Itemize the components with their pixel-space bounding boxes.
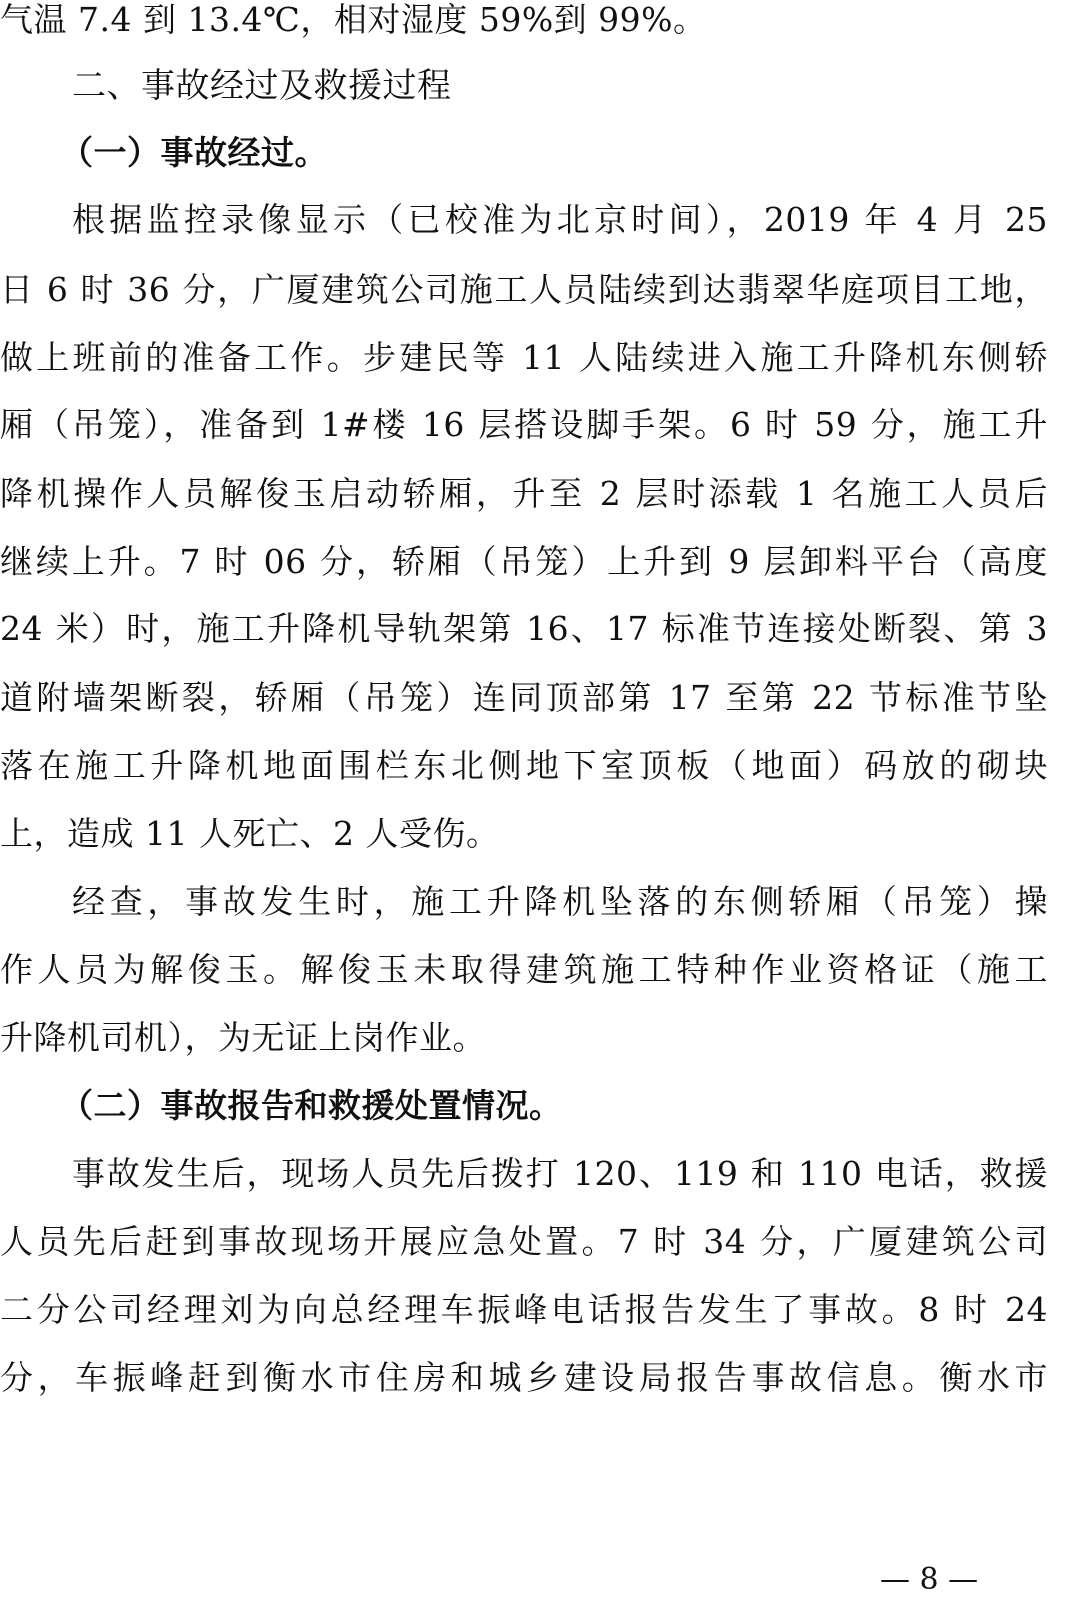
paragraph-line: 继续上升。7 时 06 分，轿厢（吊笼）上升到 9 层卸料平台（高度 [0,542,1048,581]
paragraph-line: 做上班前的准备工作。步建民等 11 人陆续进入施工升降机东侧轿 [0,338,1048,377]
subsection-heading: （一）事故经过。 [60,133,328,172]
section-heading: 二、事故经过及救援过程 [72,66,452,106]
paragraph-line: 降机操作人员解俊玉启动轿厢，升至 2 层时添载 1 名施工人员后 [0,474,1048,513]
paragraph-line: 落在施工升降机地面围栏东北侧地下室顶板（地面）码放的砌块 [0,746,1048,785]
paragraph-line: 道附墙架断裂，轿厢（吊笼）连同顶部第 17 至第 22 节标准节坠 [0,678,1048,717]
subsection-heading: （二）事故报告和救援处置情况。 [60,1086,563,1125]
paragraph-line: 厢（吊笼），准备到 1#楼 16 层搭设脚手架。6 时 59 分，施工升 [0,405,1048,444]
paragraph-line: 人员先后赶到事故现场开展应急处置。7 时 34 分，广厦建筑公司 [0,1222,1048,1261]
paragraph-line: 24 米）时，施工升降机导轨架第 16、17 标准节连接处断裂、第 3 [0,609,1048,648]
paragraph-line: 上，造成 11 人死亡、2 人受伤。 [0,814,500,853]
paragraph-line: 经查，事故发生时，施工升降机坠落的东侧轿厢（吊笼）操 [72,882,1048,921]
paragraph-line: 日 6 时 36 分，广厦建筑公司施工人员陆续到达翡翠华庭项目工地， [0,270,1048,309]
paragraph-line: 根据监控录像显示（已校准为北京时间），2019 年 4 月 25 [72,200,1048,239]
page-number: — 8 — [880,1562,979,1597]
paragraph-line: 事故发生后，现场人员先后拨打 120、119 和 110 电话，救援 [72,1154,1048,1193]
paragraph-line: 二分公司经理刘为向总经理车振峰电话报告发生了事故。8 时 24 [0,1290,1048,1329]
text-line: 气温 7.4 到 13.4℃，相对湿度 59%到 99%。 [0,0,707,39]
paragraph-line: 作人员为解俊玉。解俊玉未取得建筑施工特种作业资格证（施工 [0,950,1048,989]
paragraph-line: 升降机司机），为无证上岗作业。 [0,1018,486,1057]
paragraph-line: 分，车振峰赶到衡水市住房和城乡建设局报告事故信息。衡水市 [0,1358,1048,1397]
